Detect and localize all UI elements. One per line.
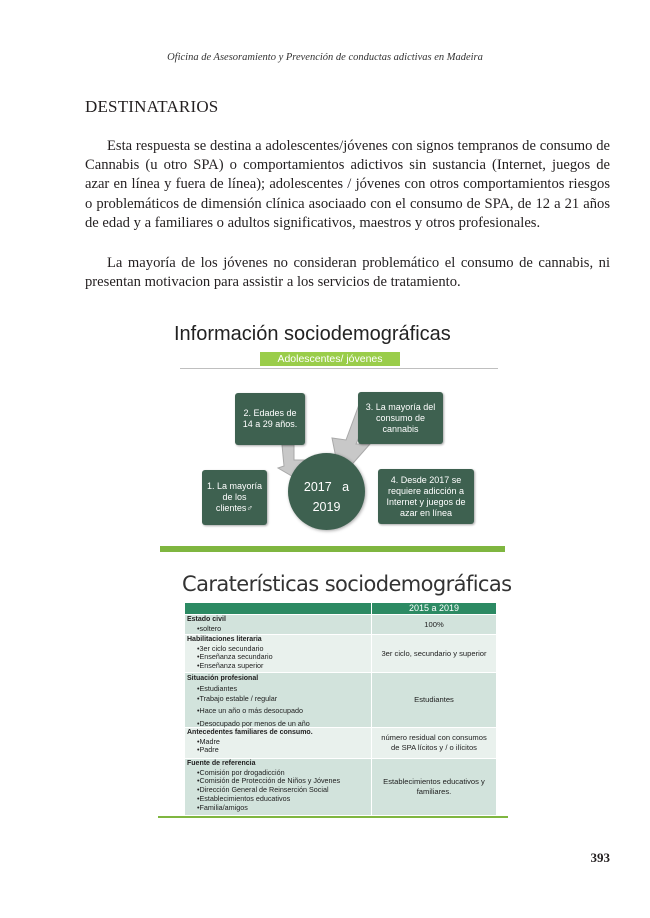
row-item: •Familia/amigos: [197, 802, 248, 812]
sociodemographic-info-figure: [160, 320, 505, 555]
row-label-cell: [185, 759, 371, 815]
paragraph-motivation: La mayoría de los jóvenes no consideran problemático el consumo de cannabis, ni presentan motivacion para assistir a los servicios de tratamiento.: [85, 255, 610, 291]
box-ages: [235, 393, 305, 445]
figure2-title: Caraterísticas sociodemográficas: [182, 572, 512, 596]
row-category: Fuente de referencia: [187, 760, 256, 767]
row-item: •Hace un año o más desocupado: [197, 706, 304, 715]
row-value: 3er ciclo, secundario y superior: [371, 635, 496, 672]
center-years-line1: 2017 a: [303, 480, 350, 494]
table-header: [185, 603, 496, 614]
row-item: •Padre: [197, 745, 219, 755]
row-item: •Desocupado por menos de un año: [197, 719, 310, 728]
row-label-cell: [185, 615, 371, 634]
box-ages-text: 2. Edades de 14 a 29 años.: [242, 408, 298, 429]
box-cannabis-text: 3. La mayoría del consumo de cannabis: [365, 401, 436, 434]
row-value: Estudiantes: [371, 673, 496, 727]
table-header-blank: [185, 603, 371, 614]
row-category: Antecedentes familiares de consumo.: [187, 729, 313, 736]
row-item: •Trabajo estable / regular: [197, 694, 278, 703]
table-row: [185, 758, 496, 815]
box-since-2017: [378, 469, 474, 524]
table-row: [185, 727, 496, 758]
row-category: Habilitaciones literaria: [187, 636, 262, 643]
box-clients: [202, 470, 267, 525]
figure1-title: Información sociodemográficas: [174, 323, 451, 345]
row-item: •3er ciclo secundario: [197, 643, 264, 653]
table-row: [185, 672, 496, 727]
center-years-line2: 2019: [312, 500, 341, 514]
row-item: •Madre: [197, 736, 220, 746]
row-item: •Comisión de Protección de Niños y Jóvenes: [197, 776, 341, 786]
figure2-bottom-rule: [158, 816, 508, 818]
row-label-cell: [185, 728, 371, 758]
row-item: •Dirección General de Reinserción Social: [197, 785, 329, 795]
table-header-years: 2015 a 2019: [371, 603, 496, 614]
row-label-cell: [185, 673, 371, 727]
row-value: número residual con consumos de SPA lícitos y / o ilícitos: [371, 728, 496, 758]
box-since-2017-text: 4. Desde 2017 se requiere adicción a Internet y juegos de azar en línea: [386, 474, 466, 518]
row-label-cell: [185, 635, 371, 672]
table-row: [185, 634, 496, 672]
row-category: Estado civil: [187, 616, 226, 623]
center-circle: [288, 453, 365, 530]
row-item: •Enseñanza superior: [197, 661, 264, 671]
row-item: •Enseñanza secundario: [197, 652, 273, 662]
box-cannabis: [358, 392, 443, 444]
row-value: Establecimientos educativos y familiares.: [371, 759, 496, 815]
row-value: 100%: [371, 615, 496, 634]
row-item: •soltero: [197, 623, 222, 633]
row-item: •Estudiantes: [197, 684, 238, 693]
table-row: [185, 614, 496, 634]
characteristics-table: [185, 603, 496, 815]
figure1-tag: Adolescentes/ jóvenes: [260, 352, 400, 366]
figure1-bottom-bar: [160, 546, 505, 552]
page-number: 393: [590, 850, 610, 865]
row-item: •Comisión por drogadicción: [197, 767, 285, 777]
sociodemographic-characteristics-figure: [158, 572, 512, 820]
paragraph-recipients: Esta respuesta se destina a adolescentes/jóvenes con signos tempranos de consumo de Cannabis (u otro SPA) o comportamientos adictivos sin sustancia (Internet, juegos de azar en línea y fuera de línea); adolescentes / jóvenes con otros comportamientos riesgos o problemáticos de dimensión clínica asociaado con el consumo de SPA, de 12 a 21 años de edad y a familiares o adultos significativos, maestros y otros profesionales.: [85, 138, 610, 231]
row-category: Situación profesional: [187, 675, 259, 682]
section-title: DESTINATARIOS: [85, 97, 219, 116]
running-header: Oficina de Asesoramiento y Prevención de conductas adictivas en Madeira: [167, 52, 483, 63]
row-item: •Establecimientos educativos: [197, 793, 291, 803]
box-clients-text: 1. La mayoría de los clientes♂: [206, 481, 263, 513]
